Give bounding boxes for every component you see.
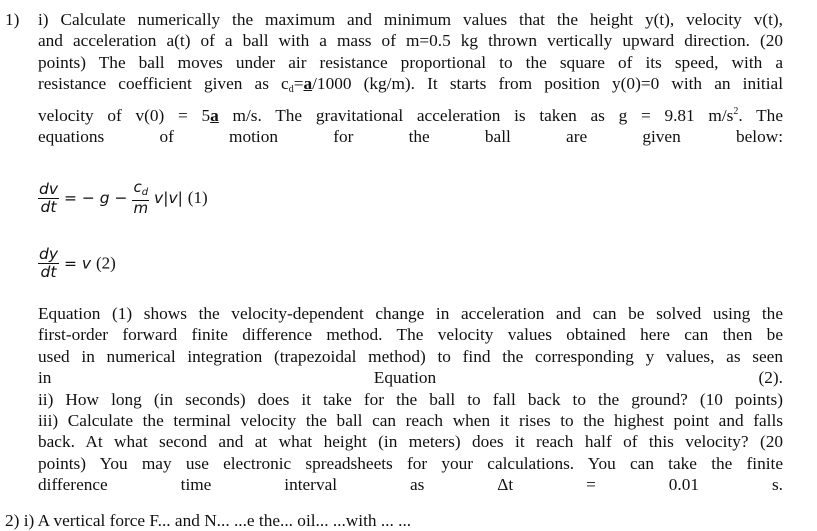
text-line: in Equation (2).	[38, 368, 783, 388]
question-number: 1)	[5, 10, 20, 29]
text-line: i) Calculate numerically the maximum and minimum values that the height y(t), velocity v(t),	[38, 10, 783, 29]
text-line: equations of motion for the ball are given below:	[38, 127, 783, 147]
next-question-cutoff: 2) i) A vertical force F... and N... ...e the... oil... ...with ... ...	[5, 511, 412, 530]
text-line-velocity: velocity of v(0) = 5a m/s. The gravitational acceleration is taken as g = 9.81 $m/s^2$. The	[38, 105, 783, 125]
text-line: Equation (1) shows the velocity-dependent change in acceleration and can be solved using the	[38, 304, 783, 323]
text-line: points) The ball moves under air resistance proportional to the square of its speed, with a	[38, 52, 783, 72]
question-part1	[38, 9, 783, 147]
text-line: back. At what second and at what height (in meters) does it reach half of this velocity? (20	[38, 432, 783, 452]
text-line: difference time interval as Δt = 0.01 s.	[38, 475, 783, 495]
text-line: and acceleration a(t) of a ball with a mass of m=0.5 kg thrown vertically upward direction. (20	[38, 31, 783, 51]
text-line: points) You may use electronic spreadsheets for your calculations. You can take the finite	[38, 453, 783, 473]
equation-1: $\frac{dv}{dt}$ = − g − $\frac{c_d}{m}$ v|v| (1)	[39, 178, 208, 217]
derivative-dy-dt: $\frac{dy}{dt}$	[39, 245, 59, 281]
question-explanation	[38, 303, 783, 496]
text-line: first-order forward finite difference method. The velocity values obtained here can then be	[38, 325, 783, 345]
question-part2: ii) How long (in seconds) does it take for the ball to fall back to the ground? (10 points)	[38, 389, 783, 409]
equation-2: $\frac{dy}{dt}$ = v (2)	[39, 245, 116, 281]
text-line-coefficient: resistance coefficient given as $c_d=a/1000$ (kg/m). It starts from position y(0)=0 with an initial	[38, 74, 783, 96]
drag-coefficient-fraction: $\frac{c_d}{m}$	[133, 178, 149, 217]
text-line: iii) Calculate the terminal velocity the ball can reach when it rises to the highest point and falls	[38, 411, 783, 431]
derivative-dv-dt: $\frac{dv}{dt}$	[39, 179, 59, 216]
text-line: used in numerical integration (trapezoidal method) to find the corresponding y values, as seen	[38, 346, 783, 366]
